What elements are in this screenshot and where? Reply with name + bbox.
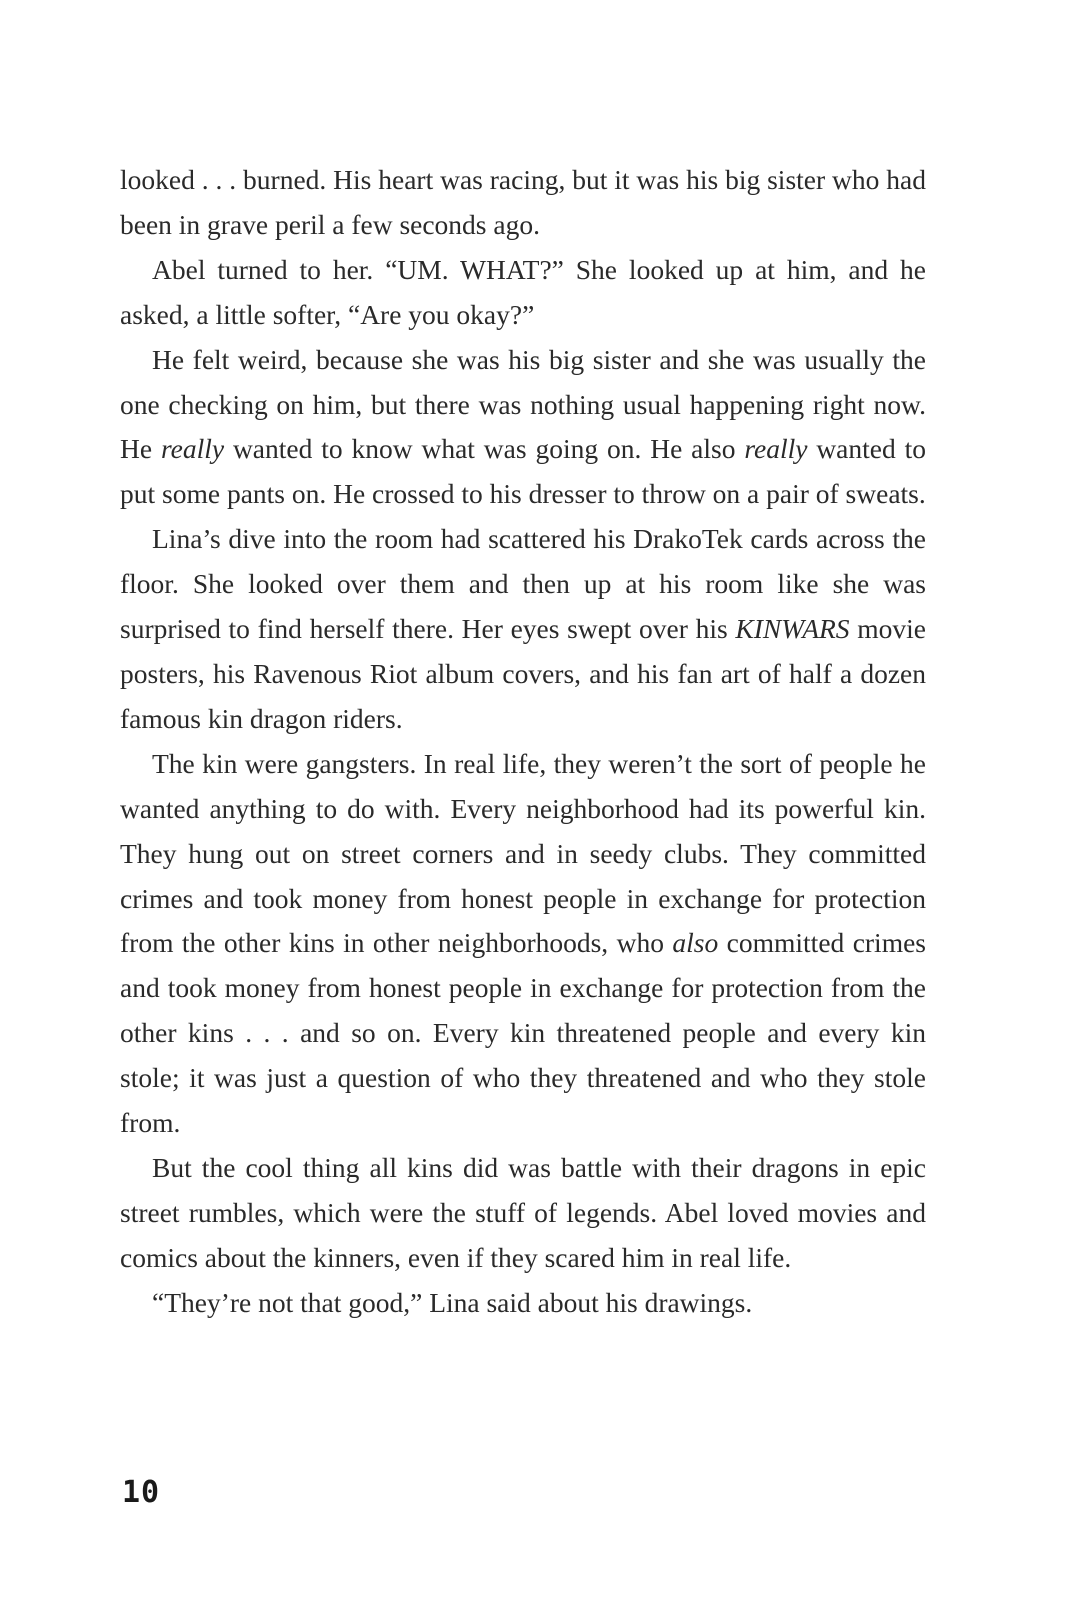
paragraph-4-text-b: movie posters, his Ravenous Riot album covers, and his fan art of half a dozen famous kin dragon riders. bbox=[120, 613, 926, 734]
paragraph-4 bbox=[120, 517, 926, 742]
paragraph-1: looked . . . burned. His heart was racing, but it was his big sister who had been in grave peril a few seconds ago. bbox=[120, 164, 926, 240]
paragraph-4-text-a: Lina’s dive into the room had scattered his DrakoTek cards across the floor. She looked over them and then up at his room like she was surprised to find herself there. Her eyes swept over his bbox=[120, 523, 926, 645]
paragraph-3-text-b: wanted to know what was going on. He also bbox=[224, 433, 745, 465]
paragraph-5 bbox=[120, 742, 926, 1146]
page-number: 10 bbox=[122, 1475, 161, 1510]
paragraph-7: “They’re not that good,” Lina said about his drawings. bbox=[152, 1286, 753, 1318]
body-text bbox=[120, 158, 926, 1326]
paragraph-3-text-a: He felt weird, because she was his big sister and she was usually the one checking on him, but there was nothing usual happening right now. He bbox=[120, 343, 926, 465]
paragraph-5-emphasis: also bbox=[672, 927, 719, 959]
paragraph-3-text-c: wanted to put some pants on. He crossed to his dresser to throw on a pair of sweats. bbox=[120, 433, 927, 510]
paragraph-2: Abel turned to her. “UM. WHAT?” She looked up at him, and he asked, a little softer, “Are you okay?” bbox=[120, 253, 926, 330]
paragraph-3-emphasis-1: really bbox=[160, 433, 225, 465]
paragraph-3 bbox=[120, 338, 926, 518]
paragraph-4-emphasis: KINWARS bbox=[735, 613, 850, 645]
paragraph-6: But the cool thing all kins did was battle with their dragons in epic street rumbles, which were the stuff of legends. Abel loved movies and comics about the kinners, even if they scared him in real life. bbox=[120, 1151, 926, 1273]
paragraph-3-emphasis-2: really bbox=[744, 433, 808, 465]
paragraph-5-text-a: The kin were gangsters. In real life, they weren’t the sort of people he wanted anything to do with. Every neighborhood had its powerful kin. They hung out on street corners and in seedy clubs. They committed crimes and took money from honest people in exchange for protection from the other kins in other neighborhoods, who bbox=[120, 747, 926, 959]
paragraph-5-text-b: committed crimes and took money from honest people in exchange for protection from the other kins . . . and so on. Every kin threatened people and every kin stole; it was just a question of who they threatened and who they stole from. bbox=[120, 927, 926, 1139]
